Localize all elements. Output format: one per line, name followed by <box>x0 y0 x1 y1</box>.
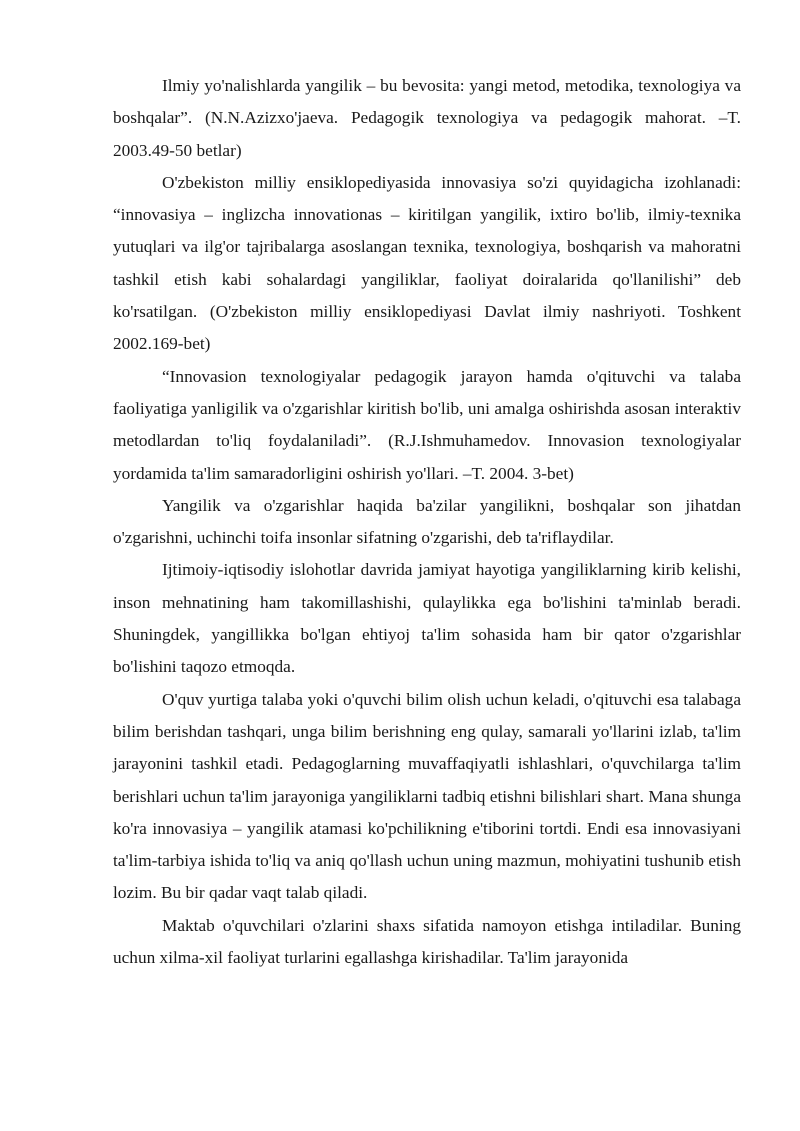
paragraph-2: O'zbekiston milliy ensiklopediyasida innovasiya so'zi quyidagicha izohlanadi: “innovasiya – inglizcha innovationas – kiritilgan yangilik, ixtiro bo'lib, ilmiy-texnika yutuqlari va ilg'or tajribalarga asoslangan texnika, texnologiya, boshqarish va mahoratni tashkil etish kabi sohalardagi yangiliklar, faoliyat doiralarida qo'llanilishi” deb ko'rsatilgan. (O'zbekiston milliy ensiklopediyasi Davlat ilmiy nashriyoti. Toshkent 2002.169-bet) <box>113 172 741 354</box>
paragraph-6: O'quv yurtiga talaba yoki o'quvchi bilim olish uchun keladi, o'qituvchi esa talabaga bilim berishdan tashqari, unga bilim berishning eng qulay, samarali yo'llarini izlab, ta'lim jarayonini tashkil etadi. Pedagoglarning muvaffaqiyatli ishlashlari, o'quvchilarga ta'lim berishlari uchun ta'lim jarayoniga yangiliklarni tadbiq etishni bilishlari shart. Mana shunga ko'ra innovasiya – yangilik atamasi ko'pchilikning e'tiborini tortdi. Endi esa innovasiyani ta'lim-tarbiya ishida to'liq va aniq qo'llash uchun uning mazmun, mohiyatini tushunib etish lozim. Bu bir qadar vaqt talab qiladi. <box>113 689 741 903</box>
paragraph-5: Ijtimoiy-iqtisodiy islohotlar davrida jamiyat hayotiga yangiliklarning kirib kelishi, inson mehnatining ham takomillashishi, qulaylikka ega bo'lishini ta'minlab beradi. Shuningdek, yangillikka bo'lgan ehtiyoj ta'lim sohasida ham bir qator o'zgarishlar bo'lishini taqozo etmoqda. <box>113 560 741 677</box>
document-page <box>113 70 741 974</box>
paragraph-1: Ilmiy yo'nalishlarda yangilik – bu bevosita: yangi metod, metodika, texnologiya va boshqalar”. (N.N.Azizxo'jaeva. Pedagogik texnologiya va pedagogik mahorat. –T. 2003.49-50 betlar) <box>113 76 741 160</box>
paragraph-4: Yangilik va o'zgarishlar haqida ba'zilar yangilikni, boshqalar son jihatdan o'zgarishni, uchinchi toifa insonlar sifatning o'zgarishi, deb ta'riflaydilar. <box>113 495 741 548</box>
paragraph-3: “Innovasion texnologiyalar pedagogik jarayon hamda o'qituvchi va talaba faoliyatiga yanligilik va o'zgarishlar kiritish bo'lib, uni amalga oshirishda asosan interaktiv metodlardan to'liq foydalaniladi”. (R.J.Ishmuhamedov. Innovasion texnologiyalar yordamida ta'lim samaradorligini oshirish yo'llari. –T. 2004. 3-bet) <box>113 366 741 483</box>
paragraph-7: Maktab o'quvchilari o'zlarini shaxs sifatida namoyon etishga intiladilar. Buning uchun xilma-xil faoliyat turlarini egallashga kirishadilar. Ta'lim jarayonida <box>113 915 741 968</box>
